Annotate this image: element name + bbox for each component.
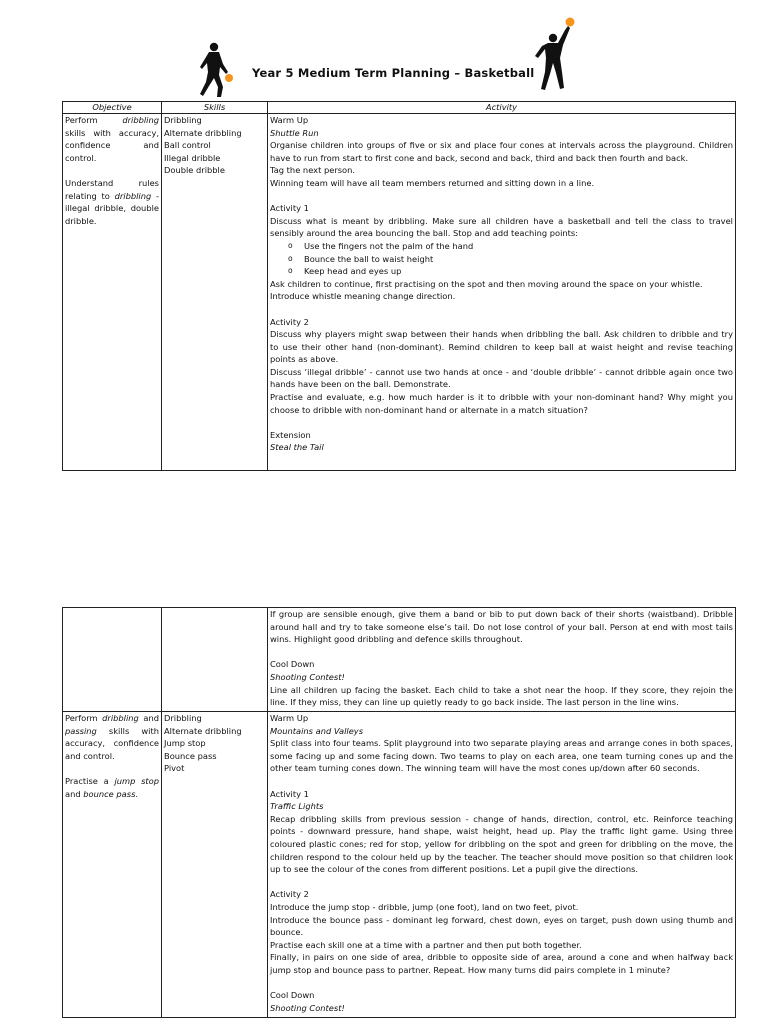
section-label: Activity 2 <box>270 316 309 327</box>
objective-text: Practise a jump stop and bounce pass. <box>65 775 159 799</box>
basketball-player-dribbling-icon <box>192 42 236 100</box>
objective-text: Perform dribbling skills with accuracy, confidence and control. <box>65 115 159 163</box>
game-name: Shooting Contest! <box>270 671 345 682</box>
activity-text: Discuss what is meant by dribbling. Make sure all children have a basketball and tell the class to travel sensibly around the area bouncing the ball. Stop and add teaching points: <box>270 215 733 239</box>
activity-cell <box>268 712 736 1018</box>
skill-item: Jump stop <box>164 738 206 749</box>
section-label: Extension <box>270 429 311 440</box>
section-label: Cool Down <box>270 659 315 670</box>
planning-table-1 <box>62 101 736 471</box>
header-activity: Activity <box>268 102 736 114</box>
skill-item: Ball control <box>164 140 211 151</box>
page-title: Year 5 Medium Term Planning – Basketball <box>252 66 535 80</box>
list-item: o Bounce the ball to waist height <box>304 253 733 266</box>
skill-item: Dribbling <box>164 115 202 125</box>
activity-text: If group are sensible enough, give them a band or bib to put down back of their shorts (waistband). Dribble around hall and try to take someone else’s tail. Do not lose control of your ball. Person at end with most tails wins. Highlight good dribbling and defence skills throughout. <box>270 609 733 645</box>
list-item: o Keep head and eyes up <box>304 265 733 278</box>
activity-text: Winning team will have all team members returned and sitting down in a line. <box>270 177 595 188</box>
section-label: Activity 2 <box>270 889 309 900</box>
table-header-row <box>63 102 736 114</box>
teaching-points-list <box>270 240 733 278</box>
activity-text: Ask children to continue, first practising on the spot and then moving around the space on your whistle. <box>270 278 703 289</box>
objective-text: Understand rules relating to dribbling - illegal dribble, double dribble. <box>65 177 159 226</box>
activity-text: Practise each skill one at a time with a partner and then put both together. <box>270 939 582 950</box>
section-label: Activity 1 <box>270 203 309 214</box>
objective-cell <box>63 712 162 1018</box>
skills-cell <box>162 608 268 712</box>
skill-item: Illegal dribble <box>164 152 221 163</box>
activity-text: Introduce whistle meaning change direction. <box>270 291 456 302</box>
section-label: Warm Up <box>270 713 309 723</box>
game-name: Shuttle Run <box>270 127 319 138</box>
list-item: o Use the fingers not the palm of the hand <box>304 240 733 253</box>
section-label: Warm Up <box>270 115 309 125</box>
header-skills: Skills <box>162 102 268 114</box>
skills-cell <box>162 712 268 1018</box>
page-header <box>0 40 768 100</box>
activity-text: Discuss why players might swap between their hands when dribbling the ball. Ask children to dribble and try to use their other hand (non-dominant). Remind children to keep ball at waist height and revise teaching points as above. <box>270 329 733 365</box>
activity-text: Discuss ‘illegal dribble’ - cannot use two hands at once - and ‘double dribble’ - cannot dribble again once two hands have been on the ball. Demonstrate. <box>270 366 733 390</box>
skill-item: Pivot <box>164 763 185 774</box>
table-row <box>63 114 736 471</box>
game-name: Mountains and Valleys <box>270 725 364 736</box>
activity-text: Finally, in pairs on one side of area, dribble to opposite side of area, around a cone and when halfway back jump stop and bounce pass to partner. Repeat. How many turns did pairs complete in 1 minute? <box>270 952 733 975</box>
skill-item: Alternate dribbling <box>164 725 242 736</box>
game-name: Steal the Tail <box>270 442 324 453</box>
objective-cell <box>63 608 162 712</box>
planning-table-2 <box>62 607 736 1018</box>
skill-item: Dribbling <box>164 713 202 723</box>
activity-cell <box>268 114 736 471</box>
game-name: Traffic Lights <box>270 801 324 812</box>
activity-text: Practise and evaluate, e.g. how much harder is it to dribble with your non-dominant hand? Why might you choose to dribble with non-dominant hand or alternate in a match situation? <box>270 392 733 415</box>
skill-item: Bounce pass <box>164 750 217 761</box>
objective-cell <box>63 114 162 471</box>
skills-cell <box>162 114 268 471</box>
activity-text: Introduce the bounce pass - dominant leg forward, chest down, eyes on target, push down using thumb and bounce. <box>270 914 733 938</box>
section-label: Activity 1 <box>270 788 309 799</box>
table-row <box>63 608 736 712</box>
header-objective: Objective <box>63 102 162 114</box>
skill-item: Alternate dribbling <box>164 127 242 138</box>
activity-text: Tag the next person. <box>270 165 356 176</box>
section-label: Cool Down <box>270 990 315 1001</box>
activity-text: Organise children into groups of five or six and place four cones at intervals across the playground. Children have to run from start to first cone and back, second and back, third and back then fourth and back. <box>270 140 733 163</box>
basketball-player-shooting-icon <box>527 16 579 98</box>
activity-text: Line all children up facing the basket. Each child to take a shot near the hoop. If they score, they rejoin the line. If they miss, they can line up quietly ready to go back inside. The last person in the line wins. <box>270 684 733 708</box>
objective-text: Perform dribbling and passing skills with accuracy, confidence and control. <box>65 713 159 761</box>
activity-text: Split class into four teams. Split playground into two separate playing areas and arrange cones in both spaces, some facing up and some facing down. Two teams to play on each area, one team turning cones up and the other team turning cones down. The winning team will have the most cones up/down after 60 seconds. <box>270 738 733 774</box>
activity-text: Introduce the jump stop - dribble, jump (one foot), land on two feet, pivot. <box>270 901 579 912</box>
table-row <box>63 712 736 1018</box>
activity-text: Recap dribbling skills from previous session - change of hands, direction, control, etc. Reinforce teaching points - downward pressure, hand shape, waist height, head up. Play the traffic light game. Using three coloured plastic cones; red for stop, yellow for dribbling on the spot and green for dribbling on the move, the children respond to the colour held up by the teacher. The teacher should move position so that children look up to see the colour of the cones from different positions. Let a pupil give the directions. <box>270 813 733 875</box>
skill-item: Double dribble <box>164 165 225 176</box>
activity-cell <box>268 608 736 712</box>
game-name: Shooting Contest! <box>270 1002 345 1013</box>
